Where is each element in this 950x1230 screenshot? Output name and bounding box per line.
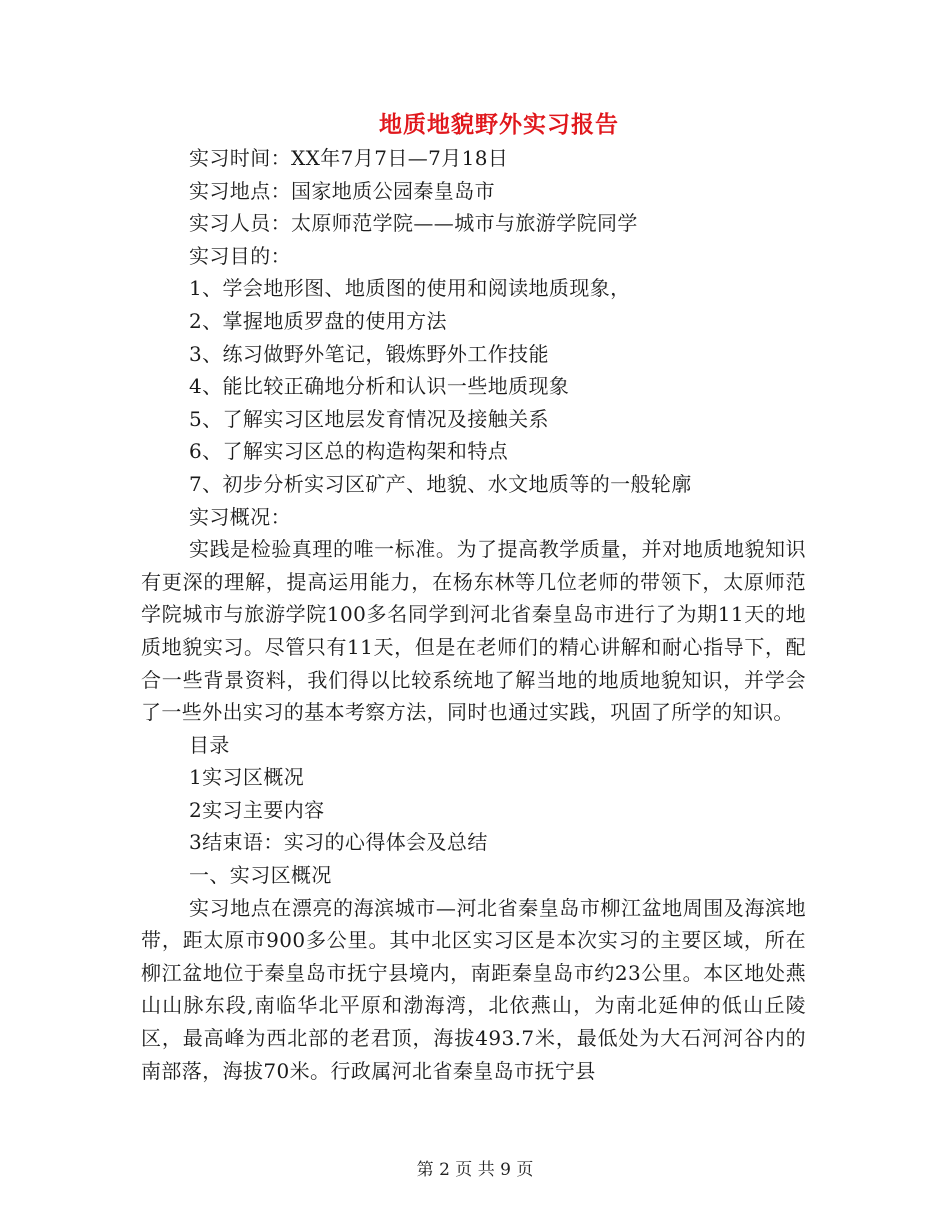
toc-item: 3结束语：实习的心得体会及总结 <box>189 830 488 855</box>
info-line-time: 实习时间：XX年7月7日—7月18日 <box>189 146 509 170</box>
purpose-item: 5、了解实习区地层发育情况及接触关系 <box>189 406 549 431</box>
info-line-personnel: 实习人员：太原师范学院——城市与旅游学院同学 <box>189 211 638 236</box>
info-line-location: 实习地点：国家地质公园秦皇岛市 <box>189 178 495 203</box>
document-body <box>141 142 806 1087</box>
purpose-item: 1、学会地形图、地质图的使用和阅读地质现象， <box>189 276 631 301</box>
toc-item: 1实习区概况 <box>189 765 305 790</box>
purpose-item: 3、练习做野外笔记，锻炼野外工作技能 <box>189 341 549 366</box>
purpose-item: 2、掌握地质罗盘的使用方法 <box>189 308 447 333</box>
section-heading: 一、实习区概况 <box>189 863 332 888</box>
toc-heading: 目录 <box>189 732 230 757</box>
toc-item: 2实习主要内容 <box>189 797 325 822</box>
purpose-heading: 实习目的： <box>189 243 291 268</box>
purpose-item: 6、了解实习区总的构造构架和特点 <box>189 439 509 464</box>
section-paragraph: 实习地点在漂亮的海滨城市—河北省秦皇岛市柳江盆地周围及海滨地带，距太原市900多公里。其中北区实习区是本次实习的主要区域，所在柳江盆地位于秦皇岛市抚宁县境内，南距秦皇岛市约23公里。本区地处燕山山脉东段,南临华北平原和渤海湾，北依燕山，为南北延伸的低山丘陵区，最高峰为西北部的老君顶，海拔493.7米，最低处为大石河河谷内的南部落，海拔70米。行政属河北省秦皇岛市抚宁县 <box>141 895 806 1083</box>
page-number: 第 2 页 共 9 页 <box>416 1160 534 1180</box>
overview-heading: 实习概况： <box>189 504 291 529</box>
purpose-item: 4、能比较正确地分析和认识一些地质现象 <box>189 374 570 399</box>
purpose-item: 7、初步分析实习区矿产、地貌、水文地质等的一般轮廓 <box>189 471 692 496</box>
document-title: 地质地貌野外实习报告 <box>379 111 619 138</box>
overview-paragraph: 实践是检验真理的唯一标准。为了提高教学质量，并对地质地貌知识有更深的理解，提高运用能力，在杨东林等几位老师的带领下，太原师范学院城市与旅游学院100多名同学到河北省秦皇岛市进行了为期11天的地质地貌实习。尽管只有11天，但是在老师们的精心讲解和耐心指导下，配合一些背景资料，我们得以比较系统地了解当地的地质地貌知识，并学会了一些外出实习的基本考察方法，同时也通过实践，巩固了所学的知识。 <box>141 537 806 725</box>
